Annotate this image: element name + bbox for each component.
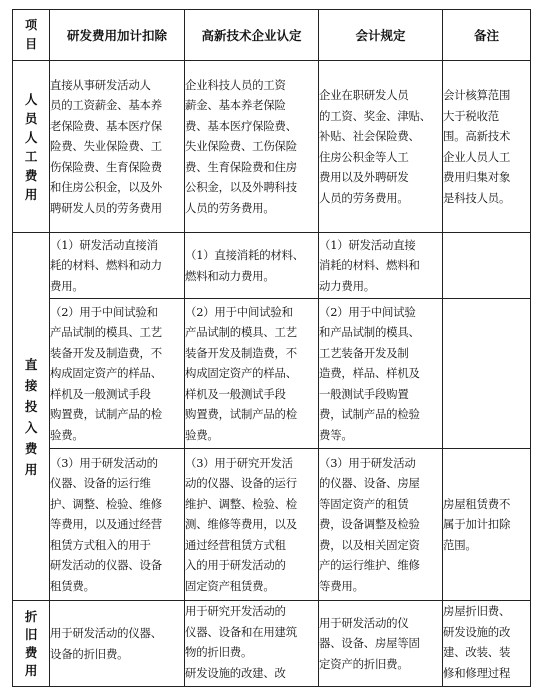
header-item: 项 目 xyxy=(13,10,50,61)
table-row xyxy=(13,61,531,233)
table-row xyxy=(13,449,531,601)
cell-personnel-hightech: 企业科技人员的工资 薪金、基本养老保险 费、基本医疗保险费、 失业保险费、工伤保险 费、生育保险费和住房 公积金，以及外聘科技 人员的劳务费用。 xyxy=(185,61,319,233)
cell-personnel-remarks: 会计核算范围 大于税收范 围。高新技术 企业人员人工 费用归集对象 是科技人员。 xyxy=(443,61,531,233)
cell-direct-b-hightech: （2）用于中间试验和 产品试制的模具、工艺 装备开发及制造费，不 构成固定资产的样品、 样机及一般测试手段 购置费，试制产品的检 验费。 xyxy=(185,299,319,449)
header-hightech-certification: 高新技术企业认定 xyxy=(185,10,319,61)
cell-direct-c-remarks: 房屋租赁费不 属于加计扣除 范围。 xyxy=(443,449,531,601)
cell-direct-a-accounting: （1）研发活动直接 消耗的材料、燃料和 动力费用。 xyxy=(319,233,443,299)
header-remarks: 备注 xyxy=(443,10,531,61)
cell-personnel-accounting: 企业在职研发人员 的工资、奖金、津贴、 补贴、社会保险费、 住房公积金等人工 费用以及外聘研发 人员的劳务费用。 xyxy=(319,61,443,233)
table-row xyxy=(13,299,531,449)
table-row xyxy=(13,233,531,299)
cell-direct-b-rd: （2）用于中间试验和 产品试制的模具、工艺 装备开发及制造费，不 构成固定资产的样品、 样机及一般测试手段 购置费，试制产品的检 验费。 xyxy=(50,299,185,449)
expense-comparison-table xyxy=(12,9,531,687)
cell-depreciation-remarks: 房屋折旧费、 研发设施的改 建、改装、装 修和修理过程 xyxy=(443,601,531,687)
cell-direct-b-remarks xyxy=(443,299,531,449)
row-label-depreciation: 折 旧 费 用 xyxy=(13,601,50,687)
cell-direct-c-accounting: （3）用于研发活动 的仪器、设备、房屋 等固定资产的租赁 费，设备调整及检验 费，以及相关固定资 产的运行维护、维修 等费用。 xyxy=(319,449,443,601)
cell-direct-a-remarks xyxy=(443,233,531,299)
cell-personnel-rd: 直接从事研发活动人 员的工资薪金、基本养 老保险费、基本医疗保 险费、失业保险费、工 伤保险费、生育保险费 和住房公积金，以及外 聘研发人员的劳务费用 xyxy=(50,61,185,233)
cell-depreciation-rd: 用于研发活动的仪器、 设备的折旧费。 xyxy=(50,601,185,687)
row-label-direct-input: 直 接 投 入 费 用 xyxy=(13,233,50,601)
cell-depreciation-accounting: 用于研发活动的仪 器、设备、房屋等固 定资产的折旧费。 xyxy=(319,601,443,687)
cell-depreciation-hightech: 用于研究开发活动的 仪器、设备和在用建筑 物的折旧费。 研发设施的改建、改 xyxy=(185,601,319,687)
cell-direct-c-rd: （3）用于研发活动的 仪器、设备的运行维 护、调整、检验、维修 等费用，以及通过经营 租赁方式租入的用于 研发活动的仪器、设备 租赁费。 xyxy=(50,449,185,601)
header-row xyxy=(13,10,531,61)
header-rd-deduction: 研发费用加计扣除 xyxy=(50,10,185,61)
table-row xyxy=(13,601,531,687)
row-label-personnel: 人 员 人 工 费 用 xyxy=(13,61,50,233)
cell-direct-c-hightech: （3）用于研究开发活 动的仪器、设备的运行 维护、调整、检验、检 测、维修等费用，以及 通过经营租赁方式租 入的用于研发活动的 固定资产租赁费。 xyxy=(185,449,319,601)
cell-direct-a-rd: （1）研发活动直接消 耗的材料、燃料和动力 费用。 xyxy=(50,233,185,299)
cell-direct-a-hightech: （1）直接消耗的材料、 燃料和动力费用。 xyxy=(185,233,319,299)
cell-direct-b-accounting: （2）用于中间试验 和产品试制的模具、 工艺装备开发及制 造费，样品、样机及 一般测试手段购置 费，试制产品的检验 费等。 xyxy=(319,299,443,449)
header-accounting-rules: 会计规定 xyxy=(319,10,443,61)
